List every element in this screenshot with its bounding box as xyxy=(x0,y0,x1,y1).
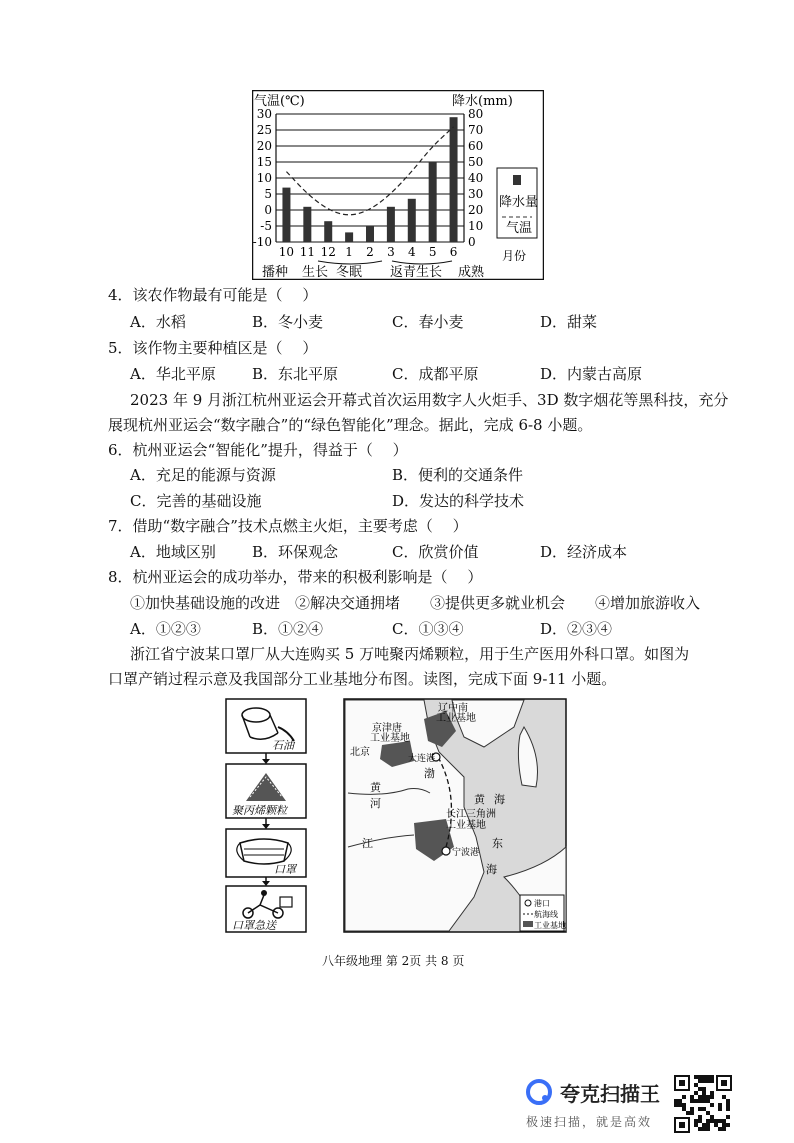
label-yellow-sea-2: 海 xyxy=(494,793,505,806)
legend-route: 航海线 xyxy=(534,910,558,919)
flow-label-mask: 口罩 xyxy=(274,863,296,876)
y-right-tick: 0 xyxy=(468,235,476,249)
q5-option-d[interactable]: D．内蒙古高原 xyxy=(540,365,643,383)
q6-option-b[interactable]: B．便利的交通条件 xyxy=(392,466,524,484)
y-left-tick: 25 xyxy=(256,123,272,137)
q6-option-c[interactable]: C．完善的基础设施 xyxy=(130,492,262,510)
qr-code-icon xyxy=(672,1073,734,1135)
climate-chart xyxy=(252,90,544,280)
q4-option-a[interactable]: A．水稻 xyxy=(130,313,186,331)
q4-option-b[interactable]: B．冬小麦 xyxy=(252,313,324,331)
passage-1-line-1: 2023 年 9 月浙江杭州亚运会开幕式首次运用数字人火炬手、3D 数字烟花等黑科技，充分 xyxy=(130,391,729,409)
brand-slogan: 极速扫描，就是高效 xyxy=(526,1115,653,1129)
label-east-sea-2: 海 xyxy=(486,863,497,876)
label-yangtze: 江 xyxy=(362,837,373,850)
flow-box-oil xyxy=(226,699,306,753)
label-jingjintang: 京津唐 xyxy=(372,723,402,734)
y-right-tick: 80 xyxy=(468,107,484,121)
ningbo-port-icon xyxy=(442,847,450,855)
label-liaozhongnan-base: 工业基地 xyxy=(436,713,476,724)
question-5-stem: 5．该作物主要种植区是（ ） xyxy=(108,339,318,357)
industrial-map xyxy=(344,699,566,932)
passage-2-line-1: 浙江省宁波某口罩厂从大连购买 5 万吨聚丙烯颗粒，用于生产医用外科口罩。如图为 xyxy=(130,645,690,663)
x-unit-label: 月份 xyxy=(502,249,527,263)
flow-label-oil: 石油 xyxy=(272,739,294,752)
question-8-stem: 8．杭州亚运会的成功举办，带来的积极利影响是（ ） xyxy=(108,568,483,586)
q5-option-c[interactable]: C．成都平原 xyxy=(392,365,479,383)
label-yellow-river-2: 河 xyxy=(370,797,381,810)
q4-option-c[interactable]: C．春小麦 xyxy=(392,313,464,331)
y-left-label: 气温(℃) xyxy=(254,94,305,109)
label-changjiang-base: 工业基地 xyxy=(446,820,486,831)
question-4-stem: 4．该农作物最有可能是（ ） xyxy=(108,286,318,304)
y-right-tick: 70 xyxy=(468,123,484,137)
y-right-tick: 50 xyxy=(468,155,484,169)
q8-option-d[interactable]: D．②③④ xyxy=(540,620,613,638)
x-tick-label: 5 xyxy=(428,245,437,259)
stage-label: 冬眠 xyxy=(336,265,363,280)
x-tick-label: 10 xyxy=(278,245,295,259)
precip-bar xyxy=(345,232,353,242)
page-footer: 八年级地理 第 2页 共 8 页 xyxy=(322,954,465,968)
precip-bar xyxy=(450,117,458,242)
stage-label: 返青生长 xyxy=(390,265,443,280)
question-7-stem: 7．借助“数字融合”技术点燃主火炬，主要考虑（ ） xyxy=(108,517,468,535)
precip-bar xyxy=(387,207,395,242)
mask-production-figure xyxy=(224,697,569,935)
precip-bar xyxy=(366,226,374,242)
label-liaozhongnan: 辽中南 xyxy=(438,703,468,714)
q5-option-b[interactable]: B．东北平原 xyxy=(252,365,339,383)
flow-label-delivery: 口罩急送 xyxy=(232,919,276,932)
quark-logo-icon xyxy=(526,1079,552,1105)
q8-option-a[interactable]: A．①②③ xyxy=(130,620,201,638)
y-left-tick: 30 xyxy=(256,107,272,121)
label-yellow-river-1: 黄 xyxy=(370,781,381,794)
label-changjiang-delta: 长江三角洲 xyxy=(446,809,496,820)
q8-items: ①加快基础设施的改进 ②解决交通拥堵 ③提供更多就业机会 ④增加旅游收入 xyxy=(130,594,701,612)
flow-label-granules: 聚丙烯颗粒 xyxy=(232,804,287,817)
x-tick-label: 3 xyxy=(387,245,395,259)
x-tick-label: 6 xyxy=(449,245,458,259)
x-tick-label: 2 xyxy=(366,245,374,259)
q6-option-d[interactable]: D．发达的科学技术 xyxy=(392,492,525,510)
stage-label: 生长 xyxy=(302,265,329,280)
precip-bar xyxy=(303,207,311,242)
question-6-stem: 6．杭州亚运会“智能化”提升，得益于（ ） xyxy=(108,441,408,459)
label-east-sea-1: 东 xyxy=(492,837,503,850)
passage-2-line-2: 口罩产销过程示意及我国部分工业基地分布图。读图，完成下面 9-11 小题。 xyxy=(108,670,617,688)
flow-diagram xyxy=(226,699,306,932)
chart-legend xyxy=(497,168,538,238)
y-right-tick: 20 xyxy=(468,203,484,217)
x-tick-label: 12 xyxy=(320,245,336,259)
q7-option-d[interactable]: D．经济成本 xyxy=(540,543,628,561)
x-tick-label: 11 xyxy=(299,245,315,259)
legend-base: 工业基地 xyxy=(534,921,566,930)
y-left-tick: 15 xyxy=(256,155,272,169)
y-left-tick: -5 xyxy=(260,219,272,233)
stage-label: 成熟 xyxy=(458,265,485,280)
precip-bar xyxy=(324,221,332,242)
x-tick-label: 4 xyxy=(407,245,416,259)
brand-name: 夸克扫描王 xyxy=(560,1082,660,1106)
map-legend xyxy=(520,895,566,931)
label-bohai: 渤 xyxy=(424,767,435,780)
mask-icon xyxy=(237,839,291,864)
q6-option-a[interactable]: A．充足的能源与资源 xyxy=(130,466,276,484)
y-right-tick: 60 xyxy=(468,139,484,153)
stage-label: 播种 xyxy=(262,265,289,280)
label-ningbo-port: 宁波港 xyxy=(452,848,480,858)
q7-option-a[interactable]: A．地域区别 xyxy=(130,543,216,561)
y-left-tick: 5 xyxy=(264,187,272,201)
y-right-label: 降水(mm) xyxy=(452,94,513,109)
q4-option-d[interactable]: D．甜菜 xyxy=(540,313,598,331)
label-jingjintang-base: 工业基地 xyxy=(370,733,410,744)
q7-option-b[interactable]: B．环保观念 xyxy=(252,543,339,561)
q8-option-c[interactable]: C．①③④ xyxy=(392,620,464,638)
passage-1-line-2: 展现杭州亚运会“数字融合”的“绿色智能化”理念。据此，完成 6-8 小题。 xyxy=(108,416,593,434)
y-left-tick: 20 xyxy=(256,139,272,153)
y-left-tick: 0 xyxy=(264,203,272,217)
q5-option-a[interactable]: A．华北平原 xyxy=(130,365,216,383)
legend-port: 港口 xyxy=(534,899,550,908)
y-right-tick: 10 xyxy=(468,219,484,233)
y-right-tick: 40 xyxy=(468,171,484,185)
precip-bar xyxy=(408,199,416,242)
precip-bar xyxy=(282,188,290,242)
legend-temp: 气温 xyxy=(506,221,533,236)
y-left-tick: -10 xyxy=(252,235,272,249)
y-right-tick: 30 xyxy=(468,187,484,201)
label-beijing: 北京 xyxy=(350,747,370,758)
q8-option-b[interactable]: B．①②④ xyxy=(252,620,324,638)
legend-precip: 降水量 xyxy=(499,195,539,210)
precip-bar xyxy=(429,162,437,242)
x-tick-label: 1 xyxy=(345,245,353,259)
label-dalian-port: 大连港 xyxy=(408,754,436,764)
q7-option-c[interactable]: C．欣赏价值 xyxy=(392,543,479,561)
label-yellow-sea-1: 黄 xyxy=(474,793,485,806)
legend-bar-swatch xyxy=(513,175,521,185)
y-left-tick: 10 xyxy=(256,171,272,185)
